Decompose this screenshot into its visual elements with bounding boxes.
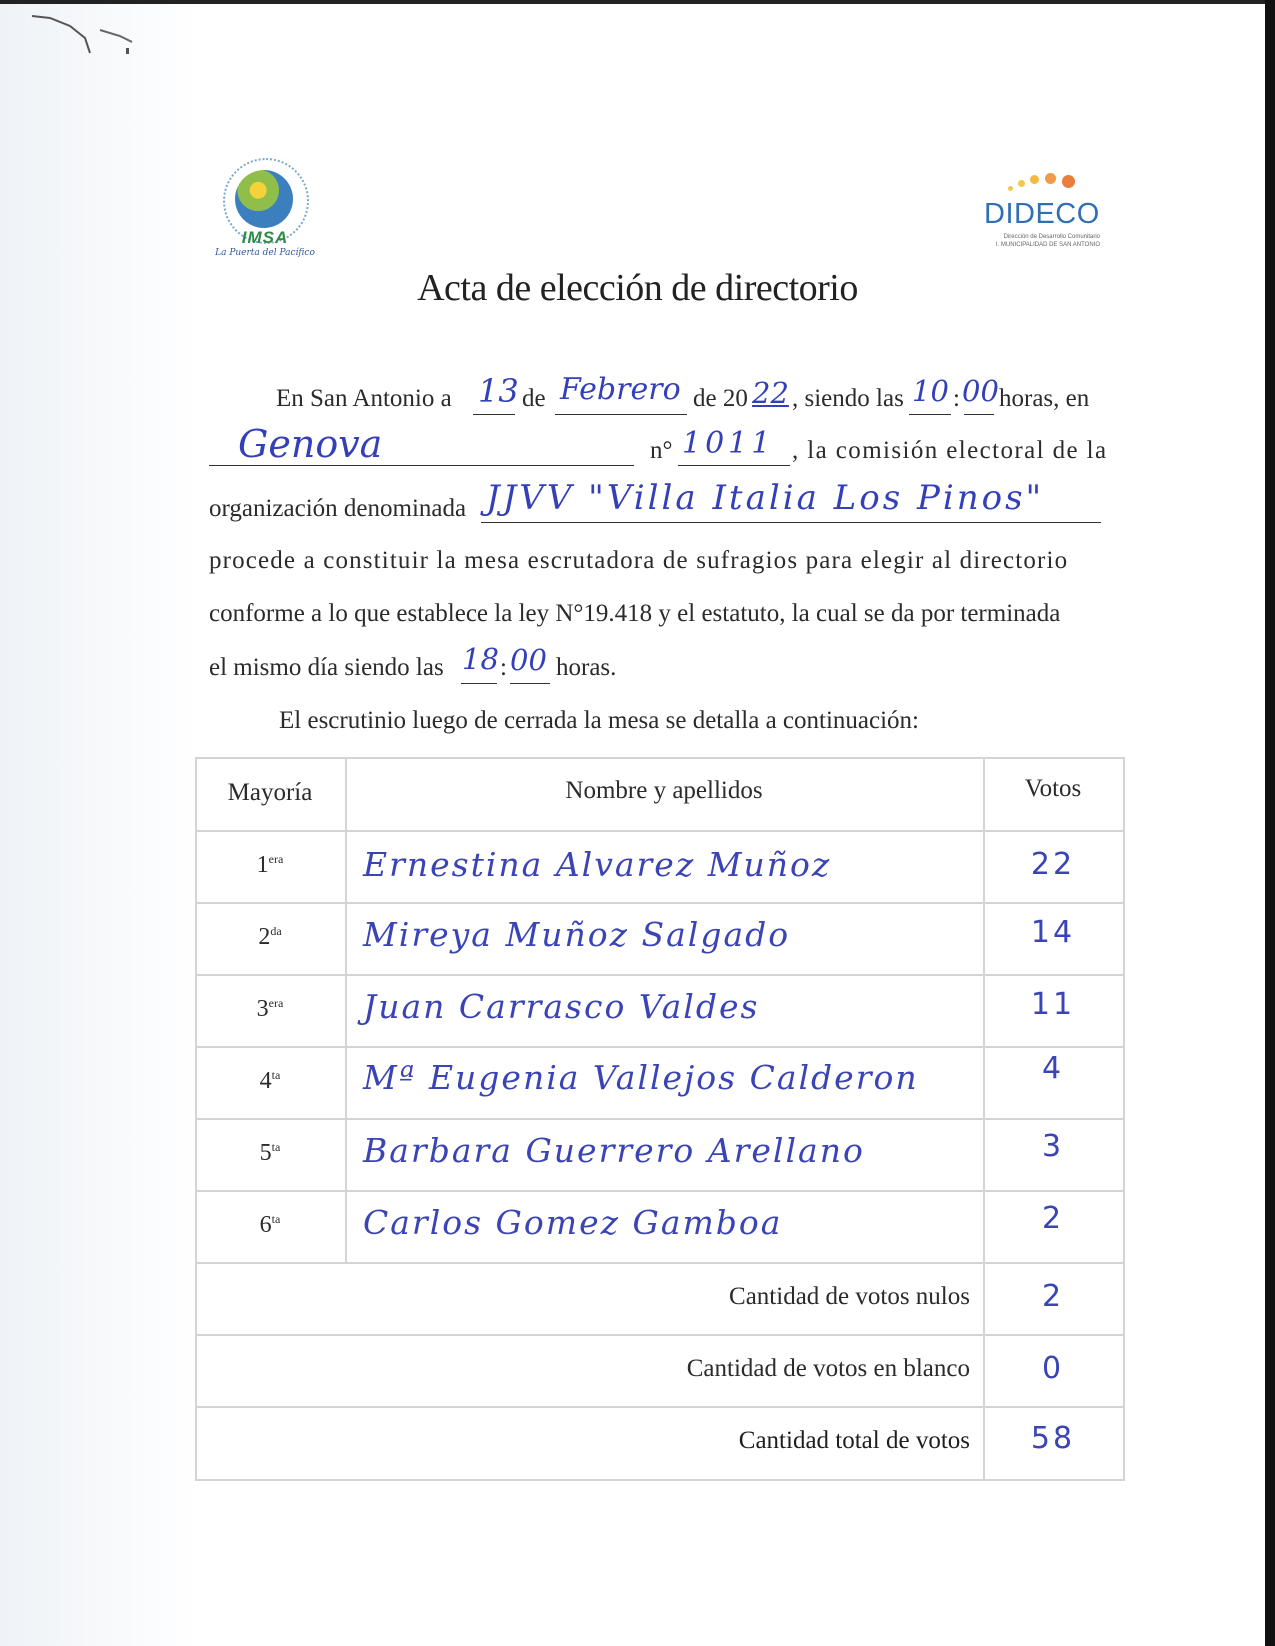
day-value: 13 <box>478 372 519 410</box>
minute-blank <box>964 414 994 415</box>
end-hour-blank <box>461 683 497 684</box>
intro-text-7: , la comisión electoral de la <box>792 437 1108 464</box>
hour-value: 10 <box>912 374 949 408</box>
null-votes-label: Cantidad de votos nulos <box>729 1283 970 1310</box>
number-blank <box>678 465 790 466</box>
imsa-logo-tagline: La Puerta del Pacífico <box>215 248 315 258</box>
end-hour-value: 18 <box>462 642 499 676</box>
intro-text-3: de 20 <box>693 385 748 412</box>
intro-text-8: organización denominada <box>209 495 467 522</box>
candidate-name: Mª Eugenia Vallejos Calderon <box>363 1058 919 1097</box>
intro-text-5: horas, en <box>999 385 1090 412</box>
candidate-name: Carlos Gomez Gamboa <box>363 1203 783 1242</box>
rank-cell: $5^{ta}$ <box>259 1140 281 1166</box>
table-line <box>195 757 1125 759</box>
table-line <box>195 974 1125 976</box>
table-line <box>195 1046 1125 1048</box>
month-value: Febrero <box>560 372 681 407</box>
candidate-votes: 4 <box>1041 1051 1065 1086</box>
end-minute-value: 00 <box>510 643 547 677</box>
number-value: 1011 <box>682 426 775 461</box>
hour-blank <box>909 414 951 415</box>
imsa-logo <box>205 160 325 265</box>
rank-cell: $6^{ta}$ <box>259 1212 281 1238</box>
candidate-name: Juan Carrasco Valdes <box>363 987 760 1026</box>
table-line <box>195 1190 1125 1192</box>
rank-cell: $4^{ta}$ <box>259 1068 281 1094</box>
day-blank <box>473 414 515 415</box>
table-line <box>345 757 347 1262</box>
organization-value: JJVV "Villa Italia Los Pinos" <box>486 478 1045 518</box>
intro-text-9: el mismo día siendo las <box>209 654 444 681</box>
intro-text-10: horas. <box>556 654 617 681</box>
candidate-votes: 22 <box>1030 847 1076 882</box>
blank-votes-label: Cantidad de votos en blanco <box>686 1355 970 1382</box>
header-rank: Mayoría <box>227 779 313 806</box>
dideco-dots-icon <box>1008 172 1098 194</box>
table-line <box>983 757 985 1481</box>
votes-table <box>195 757 1125 1483</box>
candidate-votes: 14 <box>1030 915 1076 950</box>
table-line <box>195 1334 1125 1336</box>
candidate-name: Ernestina Alvarez Muñoz <box>363 845 832 884</box>
dideco-logo <box>980 172 1120 252</box>
table-line <box>195 1262 1125 1264</box>
table-line <box>195 1479 1125 1481</box>
rank-cell: $2^{da}$ <box>258 924 282 950</box>
intro-text-1: En San Antonio a <box>276 385 452 412</box>
total-votes-label: Cantidad total de votos <box>738 1427 970 1454</box>
candidate-name: Mireya Muñoz Salgado <box>363 915 791 954</box>
intro-line-5: conforme a lo que establece la ley N°19.418 y el estatuto, la cual se da por terminada <box>209 600 1061 627</box>
intro-text-4: , siendo las <box>792 385 904 412</box>
table-line <box>195 830 1125 832</box>
document-title: Acta de elección de directorio <box>417 267 858 309</box>
scan-edge-top <box>0 0 1275 4</box>
candidate-votes: 2 <box>1041 1201 1065 1236</box>
imsa-logo-name: IMSA <box>241 228 289 247</box>
organization-blank <box>481 522 1101 523</box>
blank-votes-value: 0 <box>1041 1351 1065 1386</box>
rank-cell: $1^{era}$ <box>256 852 284 878</box>
table-line <box>195 902 1125 904</box>
intro-line-4: procede a constituir la mesa escrutadora de sufragios para elegir al directorio <box>209 547 1069 574</box>
table-line <box>1123 757 1125 1481</box>
dideco-logo-name: DIDECO <box>984 198 1100 230</box>
end-time-colon: : <box>500 654 507 681</box>
scan-edge-right <box>1265 0 1275 1646</box>
table-line <box>195 1118 1125 1120</box>
intro-text-6: n° <box>650 437 673 464</box>
null-votes-value: 2 <box>1041 1279 1065 1314</box>
candidate-name: Barbara Guerrero Arellano <box>363 1131 865 1170</box>
dideco-logo-subtitle-1: Dirección de Desarrollo Comunitario <box>1003 234 1100 240</box>
torn-corner-mark <box>30 8 140 58</box>
year-value: 22 <box>752 376 789 410</box>
month-blank <box>555 414 687 415</box>
imsa-emblem-icon <box>235 170 293 228</box>
candidate-votes: 3 <box>1041 1129 1065 1164</box>
minute-value: 00 <box>962 374 999 408</box>
street-value: Genova <box>238 422 383 466</box>
dideco-logo-subtitle-2: I. MUNICIPALIDAD DE SAN ANTONIO <box>995 242 1100 248</box>
header-name: Nombre y apellidos <box>565 777 763 804</box>
intro-text-2: de <box>522 385 546 412</box>
time-colon: : <box>953 385 960 412</box>
end-minute-blank <box>510 683 550 684</box>
table-line <box>195 1406 1125 1408</box>
total-votes-value: 58 <box>1030 1421 1076 1456</box>
candidate-votes: 11 <box>1030 987 1076 1022</box>
scan-shading <box>0 0 200 1646</box>
intro-line-7: El escrutinio luego de cerrada la mesa se detalla a continuación: <box>279 707 920 734</box>
rank-cell: $3^{era}$ <box>256 996 284 1022</box>
header-votes: Votos <box>1024 775 1082 802</box>
